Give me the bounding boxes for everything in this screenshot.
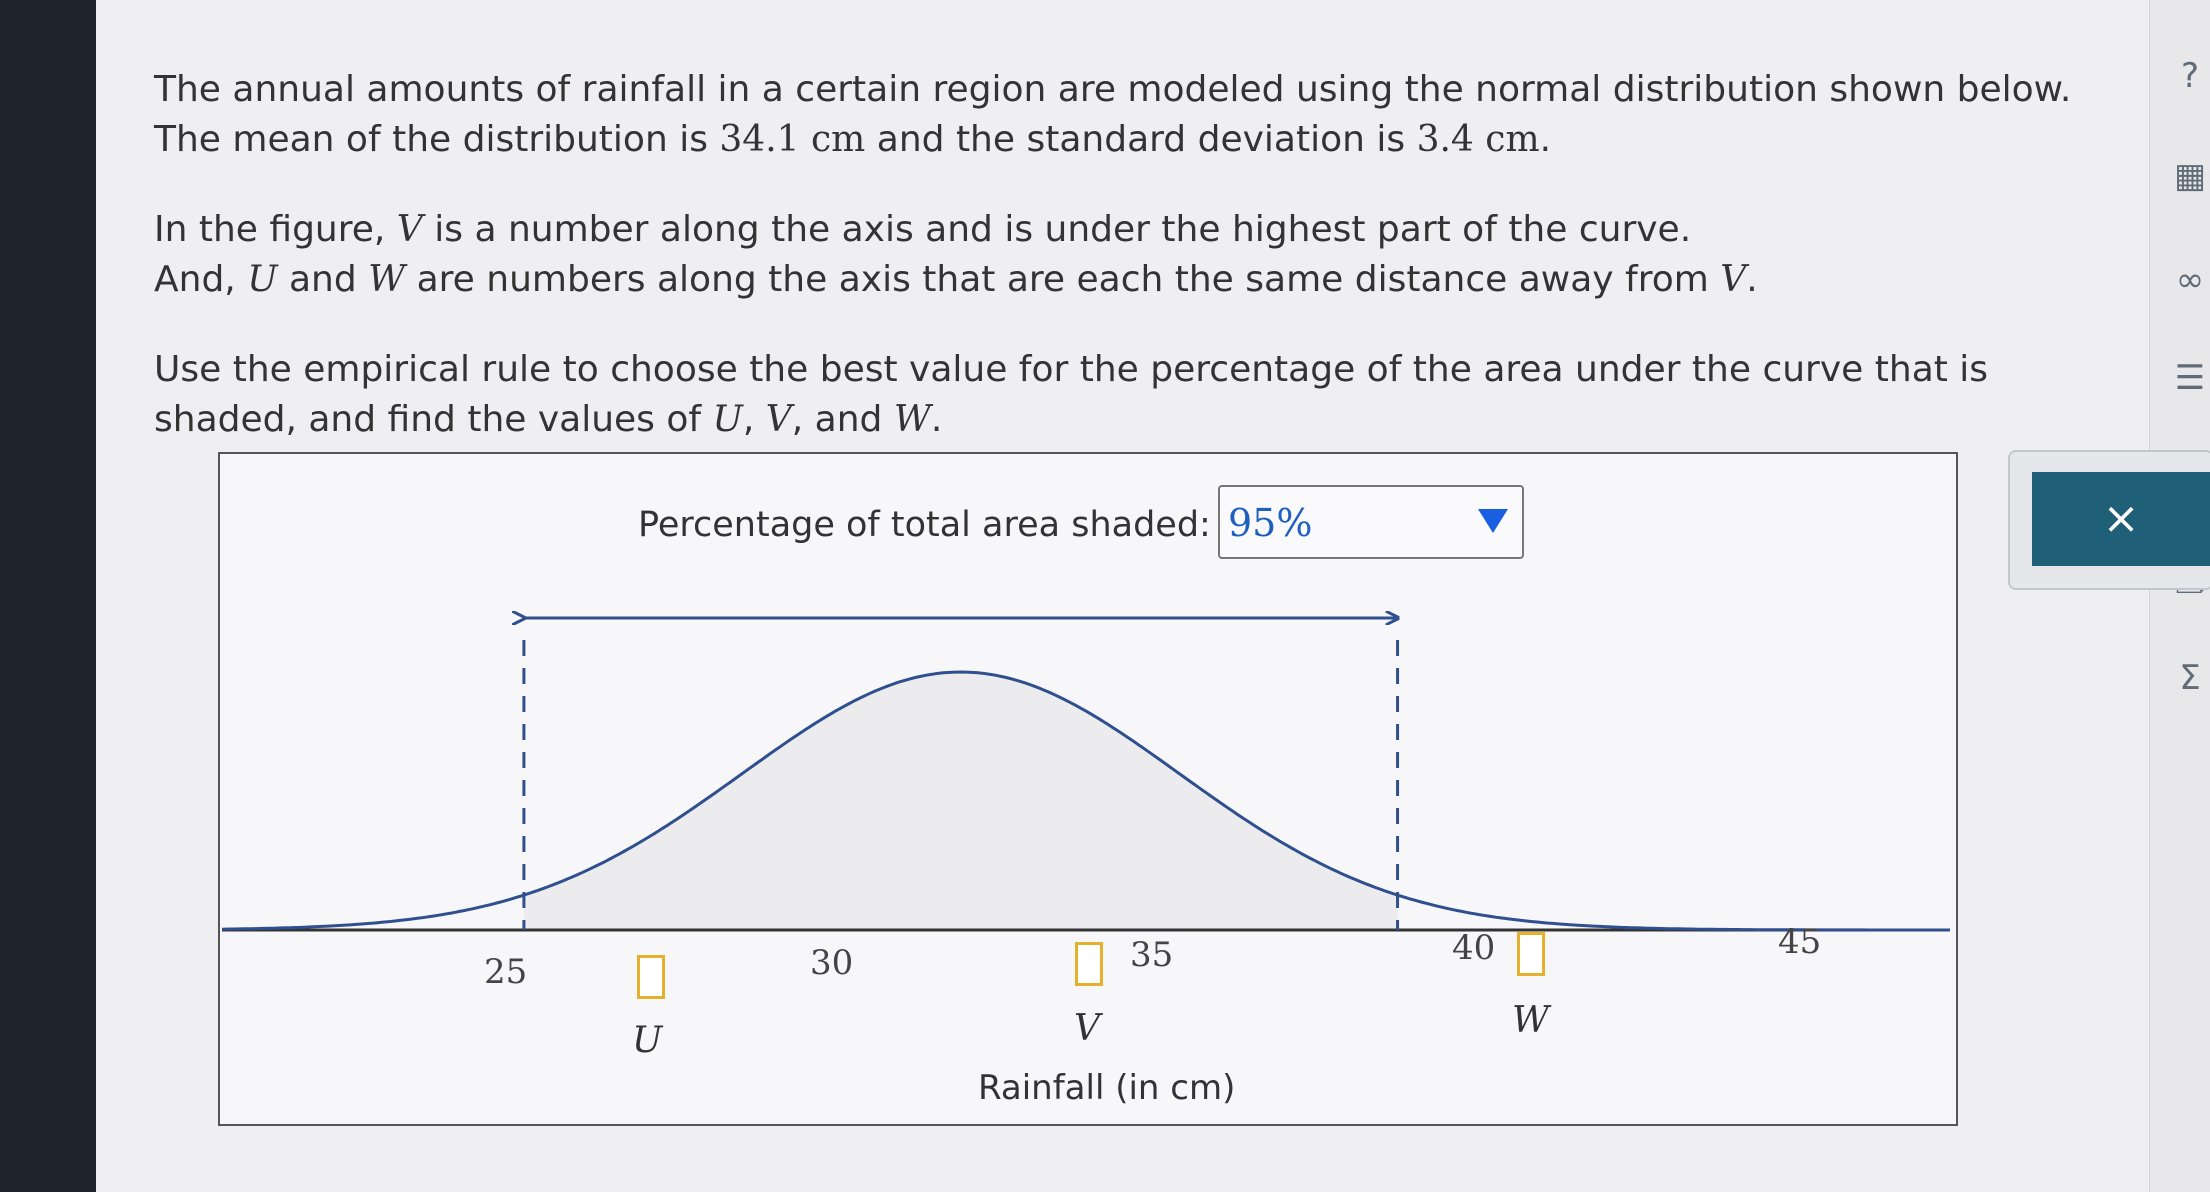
v-answer-box[interactable] bbox=[1075, 942, 1103, 986]
question-text: shaded, and find the values of bbox=[154, 399, 713, 440]
question-text: , and bbox=[791, 399, 894, 440]
question-text: . bbox=[930, 399, 943, 440]
close-button[interactable]: × bbox=[2032, 472, 2210, 566]
question-text: In the figure, bbox=[154, 209, 397, 250]
question-text: , bbox=[742, 399, 766, 440]
math-variable: V bbox=[396, 209, 423, 250]
question-text: are numbers along the axis that are each the same distance away from bbox=[405, 259, 1721, 300]
calculator-icon[interactable]: ▦ bbox=[2173, 156, 2207, 196]
question-text: . bbox=[1746, 259, 1758, 300]
help-icon[interactable]: ? bbox=[2180, 56, 2200, 96]
v-label: V bbox=[1074, 1008, 1100, 1049]
question-text: And, bbox=[154, 259, 248, 300]
question-text: Use the empirical rule to choose the best value for the percentage of the area under the curve that is bbox=[154, 349, 1989, 390]
tick-label-30: 30 bbox=[810, 943, 854, 983]
question-text: and bbox=[277, 259, 369, 300]
percentage-selected-value: 95% bbox=[1228, 501, 1313, 545]
x-axis-title: Rainfall (in cm) bbox=[978, 1068, 1236, 1108]
math-variable: U bbox=[712, 399, 743, 440]
math-variable: W bbox=[368, 259, 406, 300]
question-text: cm bbox=[1485, 119, 1540, 160]
w-answer-box[interactable] bbox=[1517, 932, 1545, 976]
question-text: 34.1 bbox=[719, 119, 800, 160]
percentage-label: Percentage of total area shaded: bbox=[638, 505, 1211, 545]
question-text: The mean of the distribution is bbox=[154, 119, 720, 160]
question-text: . bbox=[1539, 119, 1552, 160]
question-text: The annual amounts of rainfall in a certain region are modeled using the normal distribution shown below. bbox=[154, 69, 2072, 110]
math-variable: U bbox=[247, 259, 278, 300]
question-text: cm bbox=[811, 119, 866, 160]
u-label: U bbox=[632, 1020, 663, 1061]
link-icon[interactable]: ∞ bbox=[2175, 260, 2205, 300]
question-text: 3.4 bbox=[1416, 119, 1474, 160]
tick-label-25: 25 bbox=[484, 952, 528, 992]
tick-label-40: 40 bbox=[1452, 928, 1496, 968]
u-answer-box[interactable] bbox=[637, 955, 665, 999]
math-variable: V bbox=[1720, 259, 1747, 300]
shaded-area bbox=[524, 672, 1398, 930]
tick-label-35: 35 bbox=[1130, 935, 1174, 975]
question-text: and the standard deviation is bbox=[865, 119, 1417, 160]
math-variable: W bbox=[893, 399, 931, 440]
tick-label-45: 45 bbox=[1778, 922, 1822, 962]
math-variable: V bbox=[765, 399, 792, 440]
w-label: W bbox=[1512, 1000, 1550, 1041]
sum-icon[interactable]: Σ bbox=[2179, 658, 2201, 698]
question-text: is a number along the axis and is under the highest part of the curve. bbox=[422, 209, 1692, 250]
text-icon[interactable]: ☰ bbox=[2174, 358, 2206, 398]
